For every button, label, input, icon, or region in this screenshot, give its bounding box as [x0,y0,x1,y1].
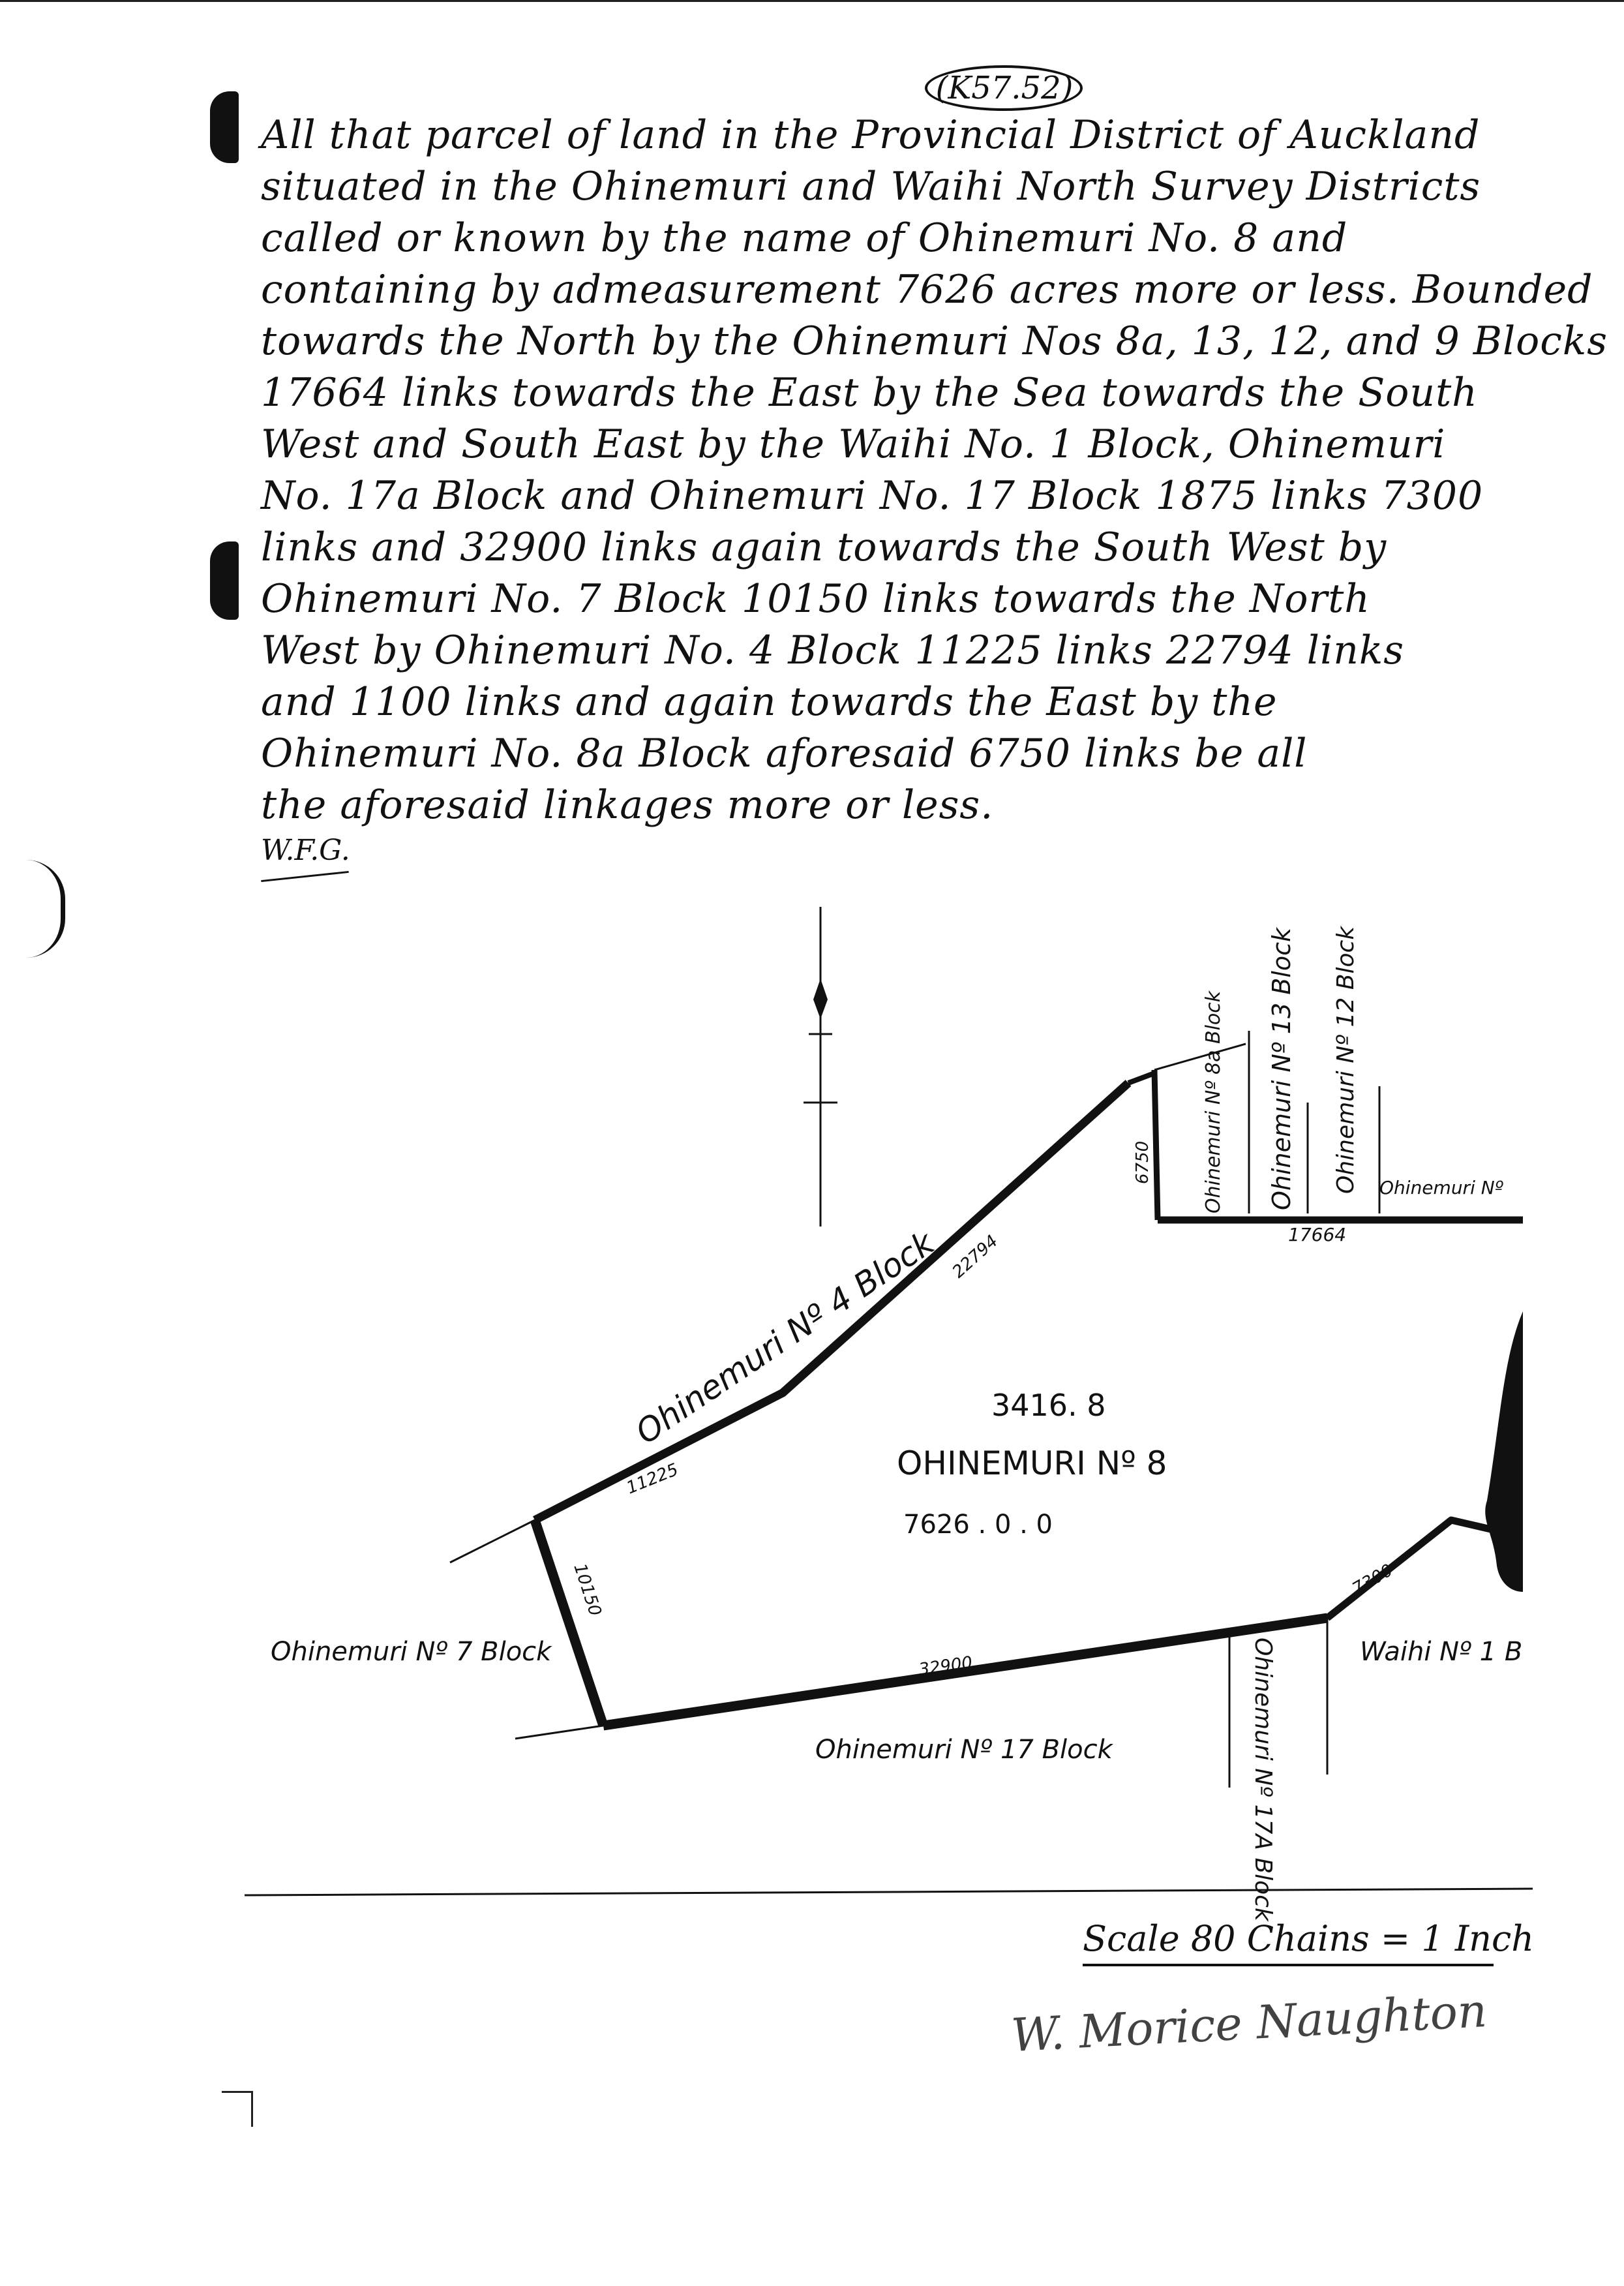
deed-line: containing by admeasurement 7626 acres more or less. Bounded [261,267,1593,312]
svg-text:Ohinemuri Nº 8a Block: Ohinemuri Nº 8a Block [1202,990,1225,1213]
deed-line: Ohinemuri No. 7 Block 10150 links towards the North [261,576,1370,622]
surveyor-signature: W. Morice Naughton [1010,1983,1488,2063]
deed-line: and 1100 links and again towards the East by the [261,679,1278,725]
svg-text:Ohinemuri Nº 12 Block: Ohinemuri Nº 12 Block [1332,926,1359,1194]
deed-line: called or known by the name of Ohinemuri No. 8 and [261,215,1348,261]
svg-text:6750: 6750 [1133,1140,1152,1184]
scale-label: Scale 80 Chains = 1 Inch [1083,1918,1534,1959]
svg-text:Ohinemuri Nº 13 Block: Ohinemuri Nº 13 Block [1267,928,1296,1210]
file-reference: (K57.52) [935,70,1074,106]
deed-line: links and 32900 links again towards the South West by [261,525,1387,570]
ohinemuri-7-label: Ohinemuri Nº 7 Block [271,1637,552,1667]
label-ohinemuri-4 [629,1223,942,1452]
length-north-short [1133,1141,1152,1184]
waihi-1-label: Waihi Nº 1 B [1360,1637,1523,1667]
deed-line: the aforesaid linkages more or less. [261,782,994,828]
deed-line: situated in the Ohinemuri and Waihi North Survey Districts [261,164,1481,209]
area-acres: 7626 . 0 . 0 [903,1510,1053,1540]
north-arrow-icon [804,907,837,1227]
plan-base-rule [245,1889,1533,1895]
svg-text:7300: 7300 [1349,1560,1396,1600]
ohinemuri-4-label: Ohinemuri Nº 4 Block [629,1224,941,1452]
corner-crop-mark-vertical [251,2091,253,2127]
ohinemuri-9-label: Ohinemuri Nº [1379,1177,1503,1198]
length-west [569,1561,605,1619]
label-ohinemuri-17a [1250,1638,1276,1923]
block-name: OHINEMURI Nº 8 [897,1444,1167,1482]
label-ohinemuri-12 [1332,925,1359,1194]
coastline-shape [1485,1311,1523,1592]
deed-line: 17664 links towards the East by the Sea towards the South [261,370,1478,416]
svg-text:10150: 10150 [569,1561,605,1619]
deed-line: Ohinemuri No. 8a Block aforesaid 6750 links be all [261,731,1308,776]
svg-text:22794: 22794 [948,1231,1002,1283]
area-roods: 3416. 8 [991,1388,1106,1423]
initials: W.F.G. [261,834,350,867]
deed-line: All that parcel of land in the Provincial District of Auckland [261,112,1481,158]
deed-line: West by Ohinemuri No. 4 Block 11225 links 22794 links [261,628,1404,673]
svg-text:11225: 11225 [624,1459,682,1499]
label-ohinemuri-8a [1202,990,1225,1213]
ohinemuri-17-label: Ohinemuri Nº 17 Block [815,1735,1113,1765]
deed-line: towards the North by the Ohinemuri Nos 8a, 13, 12, and 9 Blocks [261,318,1608,364]
label-ohinemuri-13 [1267,926,1296,1210]
scale-underline [1083,1964,1494,1966]
deed-line: West and South East by the Waihi No. 1 Block, Ohinemuri [261,421,1446,467]
svg-text:Ohinemuri Nº 17A Block: Ohinemuri Nº 17A Block [1250,1638,1276,1921]
length-south-east [1349,1561,1396,1599]
corner-crop-mark [222,2091,253,2093]
length-north: 17664 [1288,1224,1347,1245]
deed-line: No. 17a Block and Ohinemuri No. 17 Block 1875 links 7300 [261,473,1484,519]
svg-text:32900: 32900 [917,1653,974,1680]
